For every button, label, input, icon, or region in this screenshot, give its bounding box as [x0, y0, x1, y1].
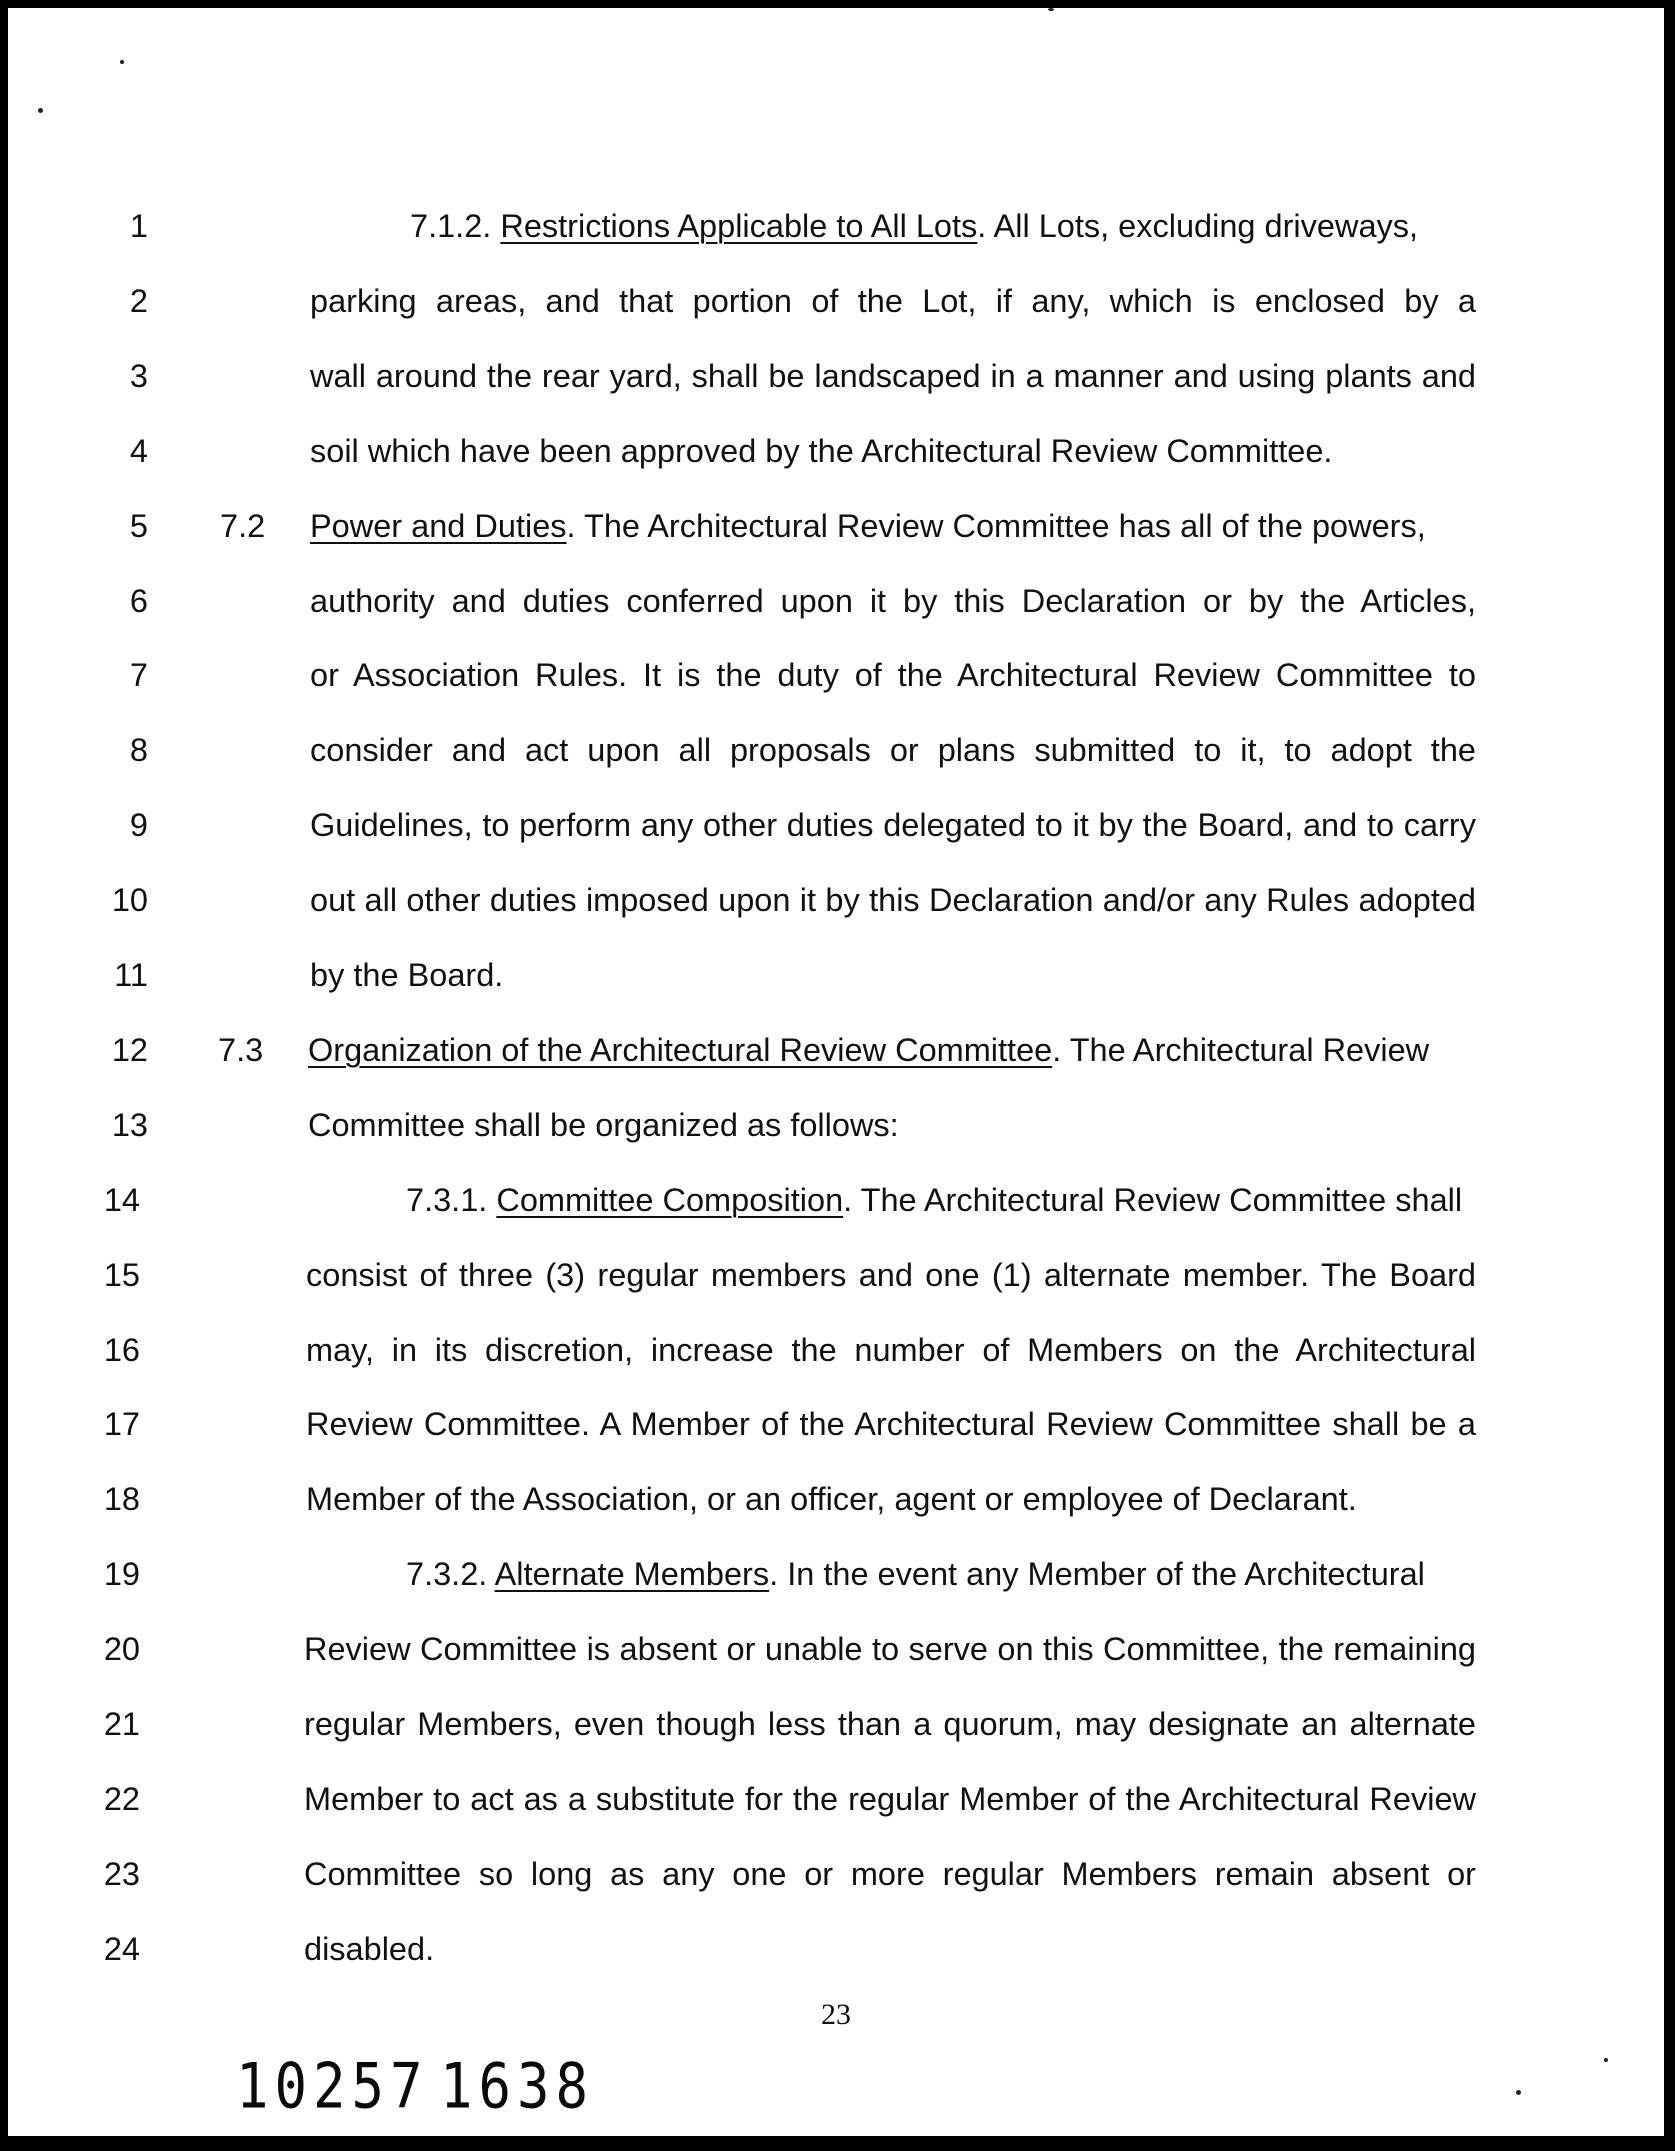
document-line [8, 426, 1664, 476]
document-line [8, 950, 1664, 1000]
recording-stamp-book: 10257 [236, 2050, 429, 2123]
line-body-text: . All Lots, excluding driveways, [977, 208, 1419, 244]
line-body-text: Review Committee is absent or unable to serve on this Committee, the remaining [304, 1631, 1476, 1668]
scan-speck [38, 108, 43, 113]
line-text [310, 800, 1476, 850]
line-body-text: consist of three (3) regular members and one (1) alternate member. The Board [306, 1256, 1476, 1293]
line-body-text: parking areas, and that portion of the Lot, if any, which is enclosed by a [310, 282, 1476, 319]
line-text [308, 1100, 899, 1150]
line-number: 11 [114, 957, 148, 993]
line-number: 4 [129, 432, 148, 469]
line-text [310, 650, 1476, 700]
document-line [8, 1849, 1664, 1899]
line-text [304, 1849, 1476, 1899]
line-number: 21 [103, 1706, 140, 1742]
line-text [304, 1699, 1476, 1749]
line-body-text: wall around the rear yard, shall be landscaped in a manner and using plants and [310, 357, 1476, 394]
section-heading: Organization of the Architectural Review Committee [308, 1031, 1053, 1068]
document-line [8, 201, 1664, 251]
line-number: 19 [103, 1556, 140, 1593]
document-line [8, 1924, 1664, 1974]
document-line [8, 1774, 1664, 1824]
line-body-text: disabled. [304, 1930, 435, 1967]
document-line [8, 650, 1664, 700]
line-body-text: Member of the Association, or an officer, agent or employee of Declarant. [306, 1481, 1357, 1518]
line-number: 6 [129, 582, 148, 619]
section-number: 7.3 [218, 1031, 264, 1068]
document-line [8, 1624, 1664, 1674]
line-text [304, 1774, 1476, 1824]
line-text [310, 725, 1476, 775]
line-number: 3 [129, 357, 148, 394]
document-line [8, 1025, 1664, 1075]
document-line [8, 1325, 1664, 1375]
line-number: 10 [111, 882, 148, 919]
scan-speck [1516, 2090, 1521, 2095]
line-text [304, 1924, 434, 1974]
line-body-text: authority and duties conferred upon it by this Declaration or by the Articles, [310, 582, 1476, 619]
document-line [8, 875, 1664, 925]
document-line [8, 1699, 1664, 1749]
document-line [8, 1399, 1664, 1449]
document-line [8, 1250, 1664, 1300]
line-text [406, 1549, 1425, 1599]
line-text [310, 351, 1476, 401]
line-text [310, 875, 1476, 925]
line-body-text: Committee so long as any one or more regular Members remain absent or [304, 1855, 1476, 1892]
document-line [8, 276, 1664, 326]
document-line [8, 351, 1664, 401]
line-number: 23 [103, 1855, 140, 1892]
section-heading: Alternate Members [494, 1556, 770, 1593]
line-text [310, 276, 1476, 326]
document-line [8, 576, 1664, 626]
section-number: 7.2 [220, 507, 266, 544]
line-body-text: may, in its discretion, increase the number of Members on the Architectural [306, 1331, 1476, 1368]
document-line [8, 1474, 1664, 1524]
line-body-text: out all other duties imposed upon it by this Declaration and/or any Rules adopted [310, 882, 1476, 919]
line-body-text: by the Board. [310, 957, 504, 993]
line-text [310, 501, 1426, 551]
line-body-text: . The Architectural Review Committee shall [843, 1181, 1463, 1218]
line-text [306, 1325, 1476, 1375]
subsection-number: 7.1.2. [410, 208, 492, 244]
line-text [304, 1624, 1476, 1674]
line-body-text: Committee shall be organized as follows: [308, 1106, 899, 1143]
document-line [8, 501, 1664, 551]
line-number: 20 [103, 1631, 140, 1668]
line-number: 15 [103, 1256, 140, 1293]
line-number: 7 [129, 657, 148, 694]
line-number: 17 [103, 1406, 140, 1443]
section-heading: Power and Duties [310, 507, 567, 544]
line-number: 9 [129, 807, 148, 844]
line-number: 24 [103, 1930, 140, 1967]
line-text [306, 1250, 1476, 1300]
subsection-number: 7.3.2. [406, 1556, 488, 1593]
section-heading: Committee Composition [496, 1181, 844, 1218]
line-body-text: or Association Rules. It is the duty of the Architectural Review Committee to [310, 657, 1476, 694]
line-number: 5 [129, 507, 148, 544]
line-number: 18 [103, 1481, 140, 1518]
line-body-text: Review Committee. A Member of the Architectural Review Committee shall be a [306, 1406, 1476, 1443]
scan-speck [120, 60, 124, 64]
subsection-number: 7.3.1. [406, 1181, 488, 1218]
line-body-text: regular Members, even though less than a quorum, may designate an alternate [304, 1706, 1476, 1742]
line-body-text: Member to act as a substitute for the regular Member of the Architectural Review [304, 1780, 1476, 1817]
document-line [8, 725, 1664, 775]
scan-speck [1604, 2058, 1608, 2062]
line-number: 14 [103, 1181, 140, 1218]
section-heading: Restrictions Applicable to All Lots [500, 208, 978, 244]
line-text [410, 201, 1418, 251]
line-number: 22 [103, 1780, 140, 1817]
line-body-text: . The Architectural Review [1052, 1031, 1430, 1068]
line-text [310, 576, 1476, 626]
line-number: 1 [129, 208, 148, 244]
document-line [8, 1175, 1664, 1225]
line-body-text: . In the event any Member of the Architectural [769, 1556, 1425, 1593]
line-body-text: consider and act upon all proposals or plans submitted to it, to adopt the [310, 732, 1476, 769]
scan-speck [1048, 8, 1054, 11]
line-number: 12 [111, 1031, 148, 1068]
line-text [310, 950, 503, 1000]
line-body-text: Guidelines, to perform any other duties delegated to it by the Board, and to carry [310, 807, 1476, 844]
document-page [8, 8, 1664, 2136]
line-body-text: . The Architectural Review Committee has all of the powers, [566, 507, 1426, 544]
line-body-text: soil which have been approved by the Architectural Review Committee. [310, 432, 1333, 469]
line-number: 2 [129, 282, 148, 319]
document-line [8, 1549, 1664, 1599]
page-number: 23 [821, 1998, 851, 2031]
line-text [406, 1175, 1462, 1225]
line-number: 8 [129, 732, 148, 769]
line-number: 13 [111, 1106, 148, 1143]
line-number: 16 [103, 1331, 140, 1368]
document-line [8, 1100, 1664, 1150]
line-text [306, 1474, 1357, 1524]
document-line [8, 800, 1664, 850]
recording-stamp-page: 1638 [440, 2050, 595, 2123]
line-text [308, 1025, 1429, 1075]
line-text [306, 1399, 1476, 1449]
line-text [310, 426, 1332, 476]
